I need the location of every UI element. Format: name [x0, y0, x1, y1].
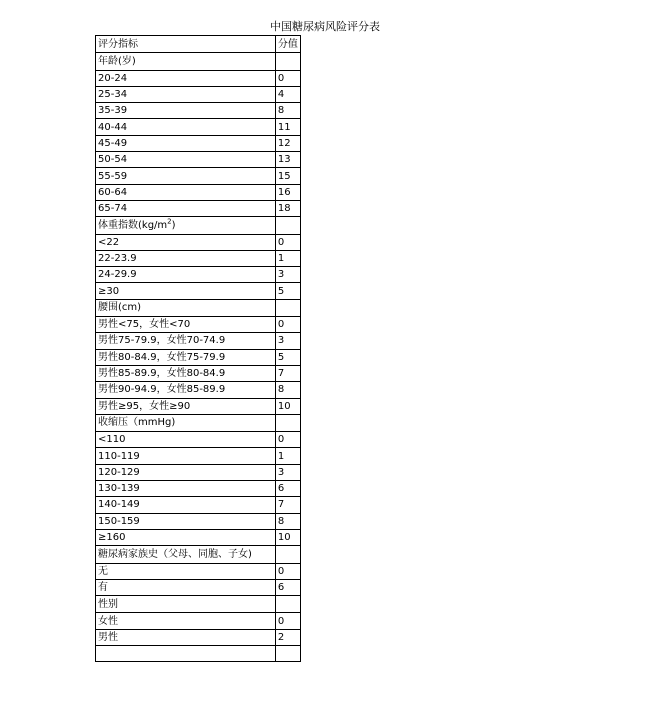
table-row — [96, 481, 301, 497]
indicator-cell — [96, 529, 276, 545]
indicator-cell — [96, 382, 276, 398]
indicator-text: 男性<75，女性<70 — [98, 319, 191, 331]
indicator-text: 55-59 — [98, 170, 128, 182]
table-row — [96, 382, 301, 398]
indicator-cell — [96, 333, 276, 349]
score-cell: 18 — [275, 200, 300, 216]
indicator-cell — [96, 645, 276, 661]
category-row — [96, 546, 301, 563]
indicator-text: 糖尿病家族史（父母、同胞、子女) — [98, 548, 252, 560]
indicator-cell — [96, 613, 276, 629]
indicator-text: 40-44 — [98, 121, 128, 133]
score-cell: 6 — [275, 579, 300, 595]
score-cell: 8 — [275, 382, 300, 398]
score-cell: 0 — [275, 317, 300, 333]
score-cell: 7 — [275, 365, 300, 381]
indicator-text: 25-34 — [98, 89, 128, 101]
category-label-cell — [96, 53, 276, 70]
table-row — [96, 152, 301, 168]
indicator-text: ≥160 — [98, 532, 126, 544]
table-row — [96, 86, 301, 102]
indicator-text: 60-64 — [98, 186, 128, 198]
indicator-cell — [96, 497, 276, 513]
table-row — [96, 283, 301, 299]
table-row — [96, 184, 301, 200]
score-cell: 4 — [275, 86, 300, 102]
indicator-cell — [96, 317, 276, 333]
table-row — [96, 250, 301, 266]
table-row — [96, 513, 301, 529]
indicator-text: 男性85-89.9，女性80-84.9 — [98, 368, 226, 380]
indicator-text: 腰围(cm) — [98, 302, 142, 314]
superscript-text: 2 — [167, 217, 172, 226]
indicator-cell — [96, 250, 276, 266]
score-cell: 3 — [275, 464, 300, 480]
header-indicator-cell: 评分指标 — [96, 36, 276, 53]
document-title: 中国糖尿病风险评分表 — [270, 20, 380, 33]
indicator-cell — [96, 464, 276, 480]
table-row — [96, 398, 301, 414]
score-cell: 8 — [275, 513, 300, 529]
score-cell: 11 — [275, 119, 300, 135]
category-label-cell — [96, 299, 276, 316]
indicator-cell — [96, 398, 276, 414]
score-cell: 7 — [275, 497, 300, 513]
indicator-text: 35-39 — [98, 105, 128, 117]
table-row — [96, 119, 301, 135]
indicator-text: 65-74 — [98, 203, 128, 215]
score-cell — [275, 299, 300, 316]
indicator-cell — [96, 579, 276, 595]
score-cell: 13 — [275, 152, 300, 168]
category-row — [96, 596, 301, 613]
indicator-text: 男性 — [98, 631, 118, 643]
indicator-cell — [96, 135, 276, 151]
table-row — [96, 200, 301, 216]
table-row — [96, 464, 301, 480]
indicator-cell — [96, 70, 276, 86]
indicator-text: 50-54 — [98, 154, 128, 166]
indicator-text: 130-139 — [98, 483, 140, 495]
indicator-text: 收缩压（mmHg) — [98, 417, 176, 429]
table-row — [96, 317, 301, 333]
indicator-cell — [96, 629, 276, 645]
indicator-text: 140-149 — [98, 499, 140, 511]
indicator-text: 体重指数(kg/m — [98, 219, 168, 231]
indicator-text: 年龄(岁) — [98, 55, 136, 67]
score-cell: 5 — [275, 283, 300, 299]
indicator-text: 有 — [98, 581, 108, 593]
indicator-text: <110 — [98, 434, 126, 446]
suffix-text: ) — [171, 219, 176, 231]
indicator-text: 20-24 — [98, 72, 128, 84]
score-cell: 0 — [275, 563, 300, 579]
table-row — [96, 432, 301, 448]
indicator-text: 性别 — [98, 598, 118, 610]
indicator-text: 男性90-94.9，女性85-89.9 — [98, 384, 226, 396]
table-row — [96, 563, 301, 579]
indicator-text: 120-129 — [98, 466, 140, 478]
score-cell: 15 — [275, 168, 300, 184]
category-label-cell — [96, 414, 276, 431]
indicator-cell — [96, 513, 276, 529]
indicator-cell — [96, 448, 276, 464]
table-row — [96, 497, 301, 513]
table-row — [96, 529, 301, 545]
score-cell — [275, 414, 300, 431]
indicator-text: 22-23.9 — [98, 253, 137, 264]
table-row — [96, 135, 301, 151]
indicator-text: ≥30 — [98, 285, 120, 297]
score-cell: 1 — [275, 448, 300, 464]
score-cell: 0 — [275, 613, 300, 629]
category-row — [96, 299, 301, 316]
score-cell: 0 — [275, 70, 300, 86]
table-header-row — [96, 36, 301, 53]
table-row — [96, 365, 301, 381]
score-cell: 0 — [275, 432, 300, 448]
table-row — [96, 629, 301, 645]
score-cell — [275, 217, 300, 234]
category-row — [96, 414, 301, 431]
category-label-cell — [96, 217, 276, 234]
indicator-cell — [96, 432, 276, 448]
score-cell — [275, 596, 300, 613]
score-cell: 10 — [275, 529, 300, 545]
indicator-cell — [96, 86, 276, 102]
indicator-cell — [96, 481, 276, 497]
indicator-text: 110-119 — [98, 450, 140, 462]
indicator-text: 女性 — [98, 615, 118, 627]
category-row — [96, 217, 301, 234]
table-row — [96, 579, 301, 595]
score-cell: 3 — [275, 333, 300, 349]
score-cell: 6 — [275, 481, 300, 497]
indicator-cell — [96, 267, 276, 283]
indicator-cell — [96, 152, 276, 168]
score-cell: 1 — [275, 250, 300, 266]
score-cell: 5 — [275, 349, 300, 365]
indicator-cell — [96, 349, 276, 365]
score-cell: 0 — [275, 234, 300, 250]
indicator-cell — [96, 119, 276, 135]
category-row — [96, 53, 301, 70]
score-cell: 10 — [275, 398, 300, 414]
diabetes-risk-score-table — [95, 35, 301, 662]
indicator-cell — [96, 200, 276, 216]
table-row — [96, 448, 301, 464]
table-row — [96, 103, 301, 119]
table-row — [96, 267, 301, 283]
header-score-cell: 分值 — [275, 36, 300, 53]
score-cell — [275, 645, 300, 661]
category-label-cell — [96, 596, 276, 613]
indicator-cell — [96, 103, 276, 119]
score-cell — [275, 546, 300, 563]
indicator-cell — [96, 563, 276, 579]
empty-row — [96, 645, 301, 661]
table-row — [96, 168, 301, 184]
indicator-text: 无 — [98, 565, 108, 577]
score-cell: 12 — [275, 135, 300, 151]
indicator-cell — [96, 184, 276, 200]
category-label-cell — [96, 546, 276, 563]
score-cell: 8 — [275, 103, 300, 119]
indicator-text: 男性80-84.9，女性75-79.9 — [98, 351, 226, 363]
indicator-text: 男性75-79.9，女性70-74.9 — [98, 335, 226, 347]
indicator-text: 24-29.9 — [98, 269, 137, 281]
table-row — [96, 613, 301, 629]
table-row — [96, 234, 301, 250]
indicator-text: 45-49 — [98, 137, 128, 149]
indicator-cell — [96, 365, 276, 381]
indicator-text: 150-159 — [98, 515, 140, 527]
score-cell — [275, 53, 300, 70]
indicator-cell — [96, 283, 276, 299]
score-cell: 2 — [275, 629, 300, 645]
indicator-text: 男性≥95，女性≥90 — [98, 400, 191, 412]
table-body — [96, 36, 301, 662]
table-row — [96, 70, 301, 86]
score-cell: 16 — [275, 184, 300, 200]
indicator-cell — [96, 234, 276, 250]
indicator-text: <22 — [98, 236, 120, 248]
table-row — [96, 349, 301, 365]
score-cell: 3 — [275, 267, 300, 283]
indicator-cell — [96, 168, 276, 184]
table-row — [96, 333, 301, 349]
